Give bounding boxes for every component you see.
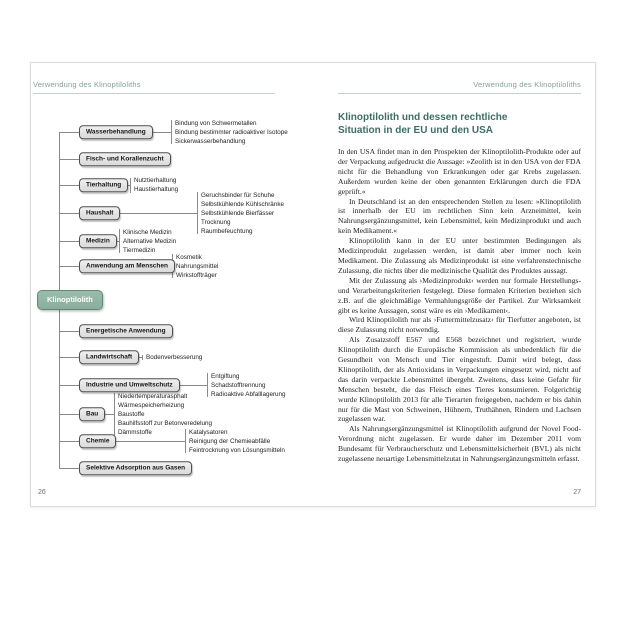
diagram-box-bau: Bau	[79, 407, 105, 421]
diagram-item: Entgiftung	[211, 372, 240, 380]
diagram-box-tierhaltung: Tierhaltung	[79, 178, 128, 192]
right-page-header: Verwendung des Klinoptiloliths	[473, 80, 581, 89]
paragraph: Mit der Zulassung als ›Medizinprodukt‹ werden nur formale Herstellungs- und Verarbeitungskriterien festgelegt. Diese formalen Kriterien beziehen sich z.B. auf die gleichmäßige Vermahlungsgröße der Partikel. Zur Wirksamkeit gibt es keine Aussagen, sonst wäre es ein ›Medikament‹.	[338, 275, 581, 315]
diagram-item: Bindung bestimmter radioaktiver Isotope	[175, 128, 288, 136]
diagram-box-anwendung-am-menschen: Anwendung am Menschen	[79, 259, 175, 273]
book-spread	[30, 62, 596, 507]
diagram-item: Selbstkühlende Bierfässer	[201, 209, 275, 217]
diagram-box-landwirtschaft: Landwirtschaft	[79, 350, 139, 364]
diagram-items-landwirtschaft	[146, 353, 202, 362]
diagram-item: Bauhilfsstoff zur Betonveredelung	[118, 419, 213, 427]
paragraph: In den USA findet man in den Prospekten der Klinoptilolith-Produkte oder auf der Verpackung aufgedruckt die Aussage: »Zeolith ist in den USA von der FDA nicht für die Behandlung von Erkrankungen oder gar Krebs zugelassen. Außerdem wurden keine der oben genannten Erklärungen durch die FDA geprüft.«	[338, 147, 581, 196]
diagram-items-anwendung-am-menschen	[176, 253, 218, 280]
diagram-item: Dämmstoffe	[118, 428, 152, 436]
diagram-items-haushalt	[201, 191, 284, 236]
diagram-items-tierhaltung	[134, 176, 178, 194]
diagram-items-chemie	[189, 428, 285, 455]
diagram-item: Klinische Medizin	[123, 228, 172, 236]
diagram-connector-chemie	[59, 441, 185, 442]
diagram-item: Geruchsbinder für Schuhe	[201, 191, 275, 199]
page-number-left: 26	[38, 489, 46, 496]
section-title-line-2: Situation in der EU und den USA	[338, 124, 493, 136]
diagram-items-industrie-und-umweltschutz	[211, 372, 286, 399]
diagram-itembar-medizin	[119, 229, 120, 253]
paragraph: Als Nahrungsergänzungsmittel ist Klinoptilolith aufgrund der Novel Food-Verordnung nicht zugelassen. Er wurde daher im Dezember 2011 vom Bundesamt für Verbraucherschutz und Lebensmittelsicherheit (BVL) als nicht zugelassene neuartige Lebensmittelzutat in Nahrungsergänzungsmitteln erfasst.	[338, 424, 581, 464]
diagram-box-haushalt: Haushalt	[79, 206, 120, 220]
diagram-box-chemie: Chemie	[79, 434, 116, 448]
diagram-item: Trocknung	[201, 218, 231, 226]
diagram-item: Bodenverbesserung	[146, 353, 203, 361]
diagram-itembar-landwirtschaft	[142, 355, 143, 360]
diagram-item: Kosmetik	[176, 253, 202, 261]
diagram-box-medizin: Medizin	[79, 234, 117, 248]
paragraph: In Deutschland ist an den entsprechenden Stellen zu lesen: »Klinoptilolith ist innerhalb der EU im rechtlichen Sinn kein Arzneimittel, kein Nahrungsergänzungsmittel, kein Lebensmittel, kein Medizinprodukt und auch kein Medikament.«	[338, 196, 581, 236]
diagram-box-industrie-und-umweltschutz: Industrie und Umweltschutz	[79, 378, 180, 392]
diagram-item: Haustierhaltung	[134, 186, 179, 193]
right-header-rule	[338, 93, 581, 94]
diagram-item: Schadstofftrennung	[211, 381, 266, 389]
diagram-root-box: Klinoptilolith	[37, 290, 103, 310]
paragraph: Klinoptilolith kann in der EU unter bestimmten Bedingungen als Medizinprodukt zugelassen werden, ist damit aber immer noch kein Medikament. Die Zulassung als Medizinprodukt ist eine verfahrenstechnische Zulassung, die nichts über die medizinische Qualität des Produktes aussagt.	[338, 236, 581, 275]
paragraph: Als Zusatzstoff E567 und E568 bezeichnet und registriert, wurde Klinoptilolith durch die Europäische Kommission als unbedenklich für die Gesundheit von Mensch und Tier eingestuft. Damit wird belegt, dass Klinoptilolith, der als Antioxidans in Verpackungen eingesetzt wird, nicht auf das darin verpackte Lebensmittel übergeht. Zweitens, dass keine Gefahr für Menschen besteht, die das Fleisch eines Tieres konsumieren. Folgerichtig wurde Klinoptilolith 2013 für alle Tierarten freigegeben, nachdem er bis dahin nur für die Mast von Schweinen, Hühnern, Truthähnen, Rindern und Lachsen zugelassen war.	[338, 335, 581, 424]
body-text	[338, 147, 581, 464]
diagram-item: Tiermedizin	[123, 246, 156, 254]
diagram-box-fisch-und-korallenzucht: Fisch- und Korallenzucht	[79, 152, 171, 166]
diagram-item: Feintrocknung von Lösungsmitteln	[189, 446, 285, 454]
diagram-item: Niedertemperaturasphalt	[118, 392, 188, 400]
diagram-items-wasserbehandlung	[175, 119, 288, 146]
diagram-itembar-bau	[114, 393, 115, 435]
diagram-item: Nahrungsmittel	[176, 262, 219, 270]
diagram-items-medizin	[123, 228, 176, 255]
diagram-item: Selbstkühlende Kühlschränke	[201, 200, 284, 208]
diagram-itembar-haushalt	[197, 192, 198, 234]
diagram-item: Katalysatoren	[189, 428, 228, 436]
diagram-item: Nutztierhaltung	[134, 177, 177, 184]
diagram-itembar-wasserbehandlung	[171, 120, 172, 144]
paragraph: Wird Klinoptilolith nur als ›Futtermittelzusatz‹ für Tierfutter angeboten, ist diese Zulassung nicht notwendig.	[338, 315, 581, 335]
diagram-item: Bindung von Schwermetallen	[175, 119, 257, 127]
diagram-box-wasserbehandlung: Wasserbehandlung	[79, 125, 153, 139]
left-page-header: Verwendung des Klinoptiloliths	[33, 80, 141, 89]
diagram-item: Baustoffe	[118, 410, 145, 418]
diagram-box-selektive-adsorption-aus-gasen: Selektive Adsorption aus Gasen	[79, 461, 192, 475]
section-title	[338, 112, 507, 137]
diagram-box-energetische-anwendung: Energetische Anwendung	[79, 324, 173, 338]
diagram-item: Raumbefeuchtung	[201, 227, 253, 235]
diagram-itembar-tierhaltung	[130, 178, 131, 193]
diagram-item: Wirkstoffträger	[176, 271, 217, 279]
diagram	[31, 63, 311, 506]
diagram-item: Alternative Medizin	[123, 237, 177, 245]
section-title-line-1: Klinoptilolith und dessen rechtliche	[338, 112, 508, 123]
diagram-item: Sickerwasserbehandlung	[175, 137, 246, 145]
diagram-item: Wärmespeicherheizung	[118, 401, 185, 409]
page-number-right: 27	[573, 489, 581, 496]
diagram-item: Reinigung der Chemieabfälle	[189, 437, 271, 445]
diagram-itembar-chemie	[185, 429, 186, 453]
diagram-item: Radioaktive Abfalllagerung	[211, 390, 286, 398]
